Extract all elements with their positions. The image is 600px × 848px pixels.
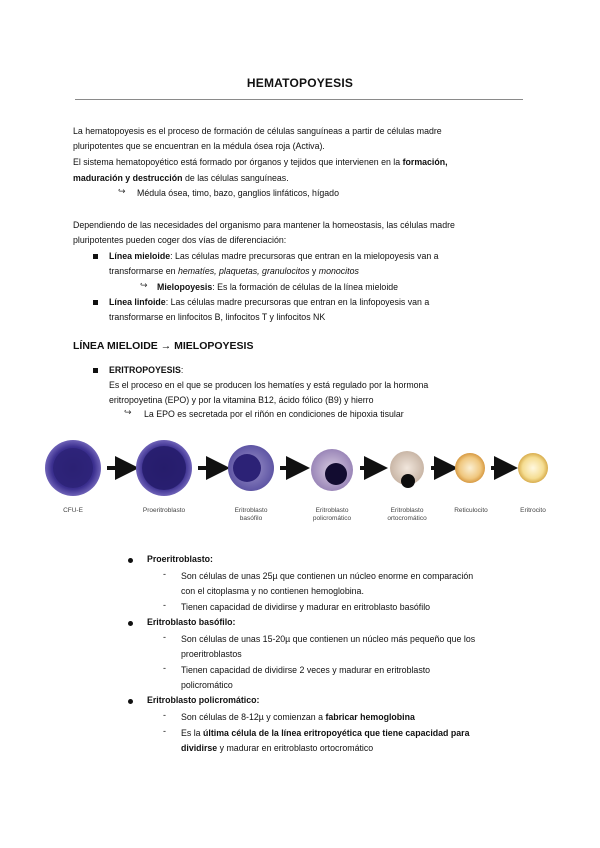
mieloide-and: y bbox=[309, 266, 319, 276]
dash-bullet: - bbox=[163, 632, 166, 642]
section-heading: LÍNEA MIELOIDE → MIELOPOYESIS bbox=[73, 340, 254, 352]
figure-caption: Eritroblasto ortocromático bbox=[387, 507, 427, 522]
mieloide-item bbox=[109, 249, 439, 264]
hook-arrow-icon: ↪ bbox=[140, 280, 148, 290]
stage-item-cont: con el citoplasma y no contienen hemoglobina. bbox=[181, 586, 364, 596]
linfoide-item bbox=[109, 295, 429, 310]
stage-text: Es la bbox=[181, 728, 204, 738]
figure-caption: Proeritroblasto bbox=[142, 507, 186, 514]
eritropoyesis-label: ERITROPOYESIS bbox=[109, 365, 181, 375]
stage-bold: fabricar hemoglobina bbox=[325, 712, 415, 722]
bullet-dot-icon bbox=[128, 699, 133, 704]
intro-text: de las células sanguíneas. bbox=[182, 173, 289, 183]
eritropoyesis-text: eritropoyetina (EPO) y por la vitamina B12, ácido fólico (B9) y hierro bbox=[109, 395, 374, 405]
mieloide-list: hematíes, plaquetas, granulocitos bbox=[177, 266, 310, 276]
page-title: HEMATOPOYESIS bbox=[246, 76, 354, 90]
eritropoyesis-text: Es el proceso en el que se producen los hematíes y está regulado por la hormona bbox=[109, 380, 429, 390]
intro-line: pluripotentes que se encuentran en la médula ósea roja (Activa). bbox=[73, 141, 325, 151]
mielopoyesis-text: : Es la formación de células de la línea mieloide bbox=[212, 282, 399, 292]
cell-eritrocito bbox=[518, 453, 548, 483]
cell-proeritroblasto bbox=[136, 440, 192, 496]
dash-bullet: - bbox=[163, 569, 166, 579]
eritropoyesis-item bbox=[109, 363, 183, 378]
mieloide-last: monocitos bbox=[318, 266, 359, 276]
square-bullet-icon bbox=[93, 368, 98, 373]
hook-arrow-icon: ↪ bbox=[118, 186, 126, 196]
erythropoiesis-figure bbox=[40, 428, 560, 508]
stage-item: Tienen capacidad de dividirse y madurar en eritroblasto basófilo bbox=[181, 602, 431, 612]
dash-bullet: - bbox=[163, 726, 166, 736]
stage-item bbox=[181, 726, 469, 741]
organs-item: Médula ósea, timo, bazo, ganglios linfáticos, hígado bbox=[137, 188, 339, 198]
figure-caption: Reticulocito bbox=[454, 507, 488, 514]
stage-item bbox=[181, 710, 415, 725]
diff-line: Dependiendo de las necesidades del organismo para mantener la homeostasis, las células madre bbox=[73, 220, 455, 230]
figure-caption: Eritroblasto policromático bbox=[312, 507, 352, 522]
figure-caption: Eritrocito bbox=[520, 507, 546, 514]
cell-eritroblasto-basofilo bbox=[228, 445, 274, 491]
mielopoyesis-item bbox=[157, 280, 398, 295]
mieloide-text: : Las células madre precursoras que entran en la mielopoyesis van a bbox=[170, 251, 439, 261]
title-rule bbox=[75, 99, 523, 100]
eritropoyesis-colon: : bbox=[180, 365, 184, 375]
intro-line bbox=[73, 155, 448, 170]
bullet-dot-icon bbox=[128, 558, 133, 563]
stage-title: Proeritroblasto: bbox=[147, 554, 213, 564]
mieloide-item-cont bbox=[109, 264, 359, 279]
intro-bold: formación, bbox=[402, 157, 448, 167]
stage-title: Eritroblasto basófilo: bbox=[147, 617, 236, 627]
stage-item-cont: proeritroblastos bbox=[181, 649, 242, 659]
cell-reticulocito bbox=[455, 453, 485, 483]
cell-eritroblasto-policromatico bbox=[311, 449, 353, 491]
stage-text: Son células de 8-12µ y comienzan a bbox=[181, 712, 326, 722]
linfoide-text: : Las células madre precursoras que entran en la linfopoyesis van a bbox=[165, 297, 430, 307]
stage-text: y madurar en eritroblasto ortocromático bbox=[217, 743, 374, 753]
stage-item-cont: policromático bbox=[181, 680, 233, 690]
linfoide-item-cont: transformarse en linfocitos B, linfocitos T y linfocitos NK bbox=[109, 312, 326, 322]
dash-bullet: - bbox=[163, 710, 166, 720]
epo-item: La EPO es secretada por el riñón en condiciones de hipoxia tisular bbox=[144, 409, 404, 419]
stage-item: Tienen capacidad de dividirse 2 veces y madurar en eritroblasto bbox=[181, 665, 431, 675]
square-bullet-icon bbox=[93, 254, 98, 259]
linfoide-label: Línea linfoide bbox=[109, 297, 166, 307]
intro-line bbox=[73, 171, 289, 186]
mielopoyesis-label: Mielopoyesis bbox=[157, 282, 213, 292]
hook-arrow-icon: ↪ bbox=[124, 407, 132, 417]
stage-item-cont bbox=[181, 741, 373, 756]
diff-line: pluripotentes pueden coger dos vías de diferenciación: bbox=[73, 235, 287, 245]
intro-line: La hematopoyesis es el proceso de formación de células sanguíneas a partir de células madre bbox=[73, 126, 442, 136]
cell-eritroblasto-ortocromatico bbox=[390, 451, 424, 488]
dash-bullet: - bbox=[163, 600, 166, 610]
mieloide-text: transformarse en bbox=[109, 266, 178, 276]
cell-cfu-e bbox=[45, 440, 101, 496]
stage-item: Son células de unas 25µ que contienen un núcleo enorme en comparación bbox=[181, 571, 474, 581]
intro-text: El sistema hematopoyético está formado por órganos y tejidos que intervienen en la bbox=[73, 157, 403, 167]
stage-bold: última célula de la línea eritropoyética que tiene capacidad para bbox=[203, 728, 470, 738]
stage-item: Son células de unas 15-20µ que contienen un núcleo más pequeño que los bbox=[181, 634, 476, 644]
stage-bold: dividirse bbox=[181, 743, 218, 753]
dash-bullet: - bbox=[163, 663, 166, 673]
figure-caption: Eritroblasto basófilo bbox=[234, 507, 268, 522]
square-bullet-icon bbox=[93, 300, 98, 305]
mieloide-label: Línea mieloide bbox=[109, 251, 171, 261]
bullet-dot-icon bbox=[128, 621, 133, 626]
stage-title: Eritroblasto policromático: bbox=[147, 695, 260, 705]
figure-caption: CFU-E bbox=[63, 507, 83, 514]
intro-bold: maduración y destrucción bbox=[73, 173, 183, 183]
